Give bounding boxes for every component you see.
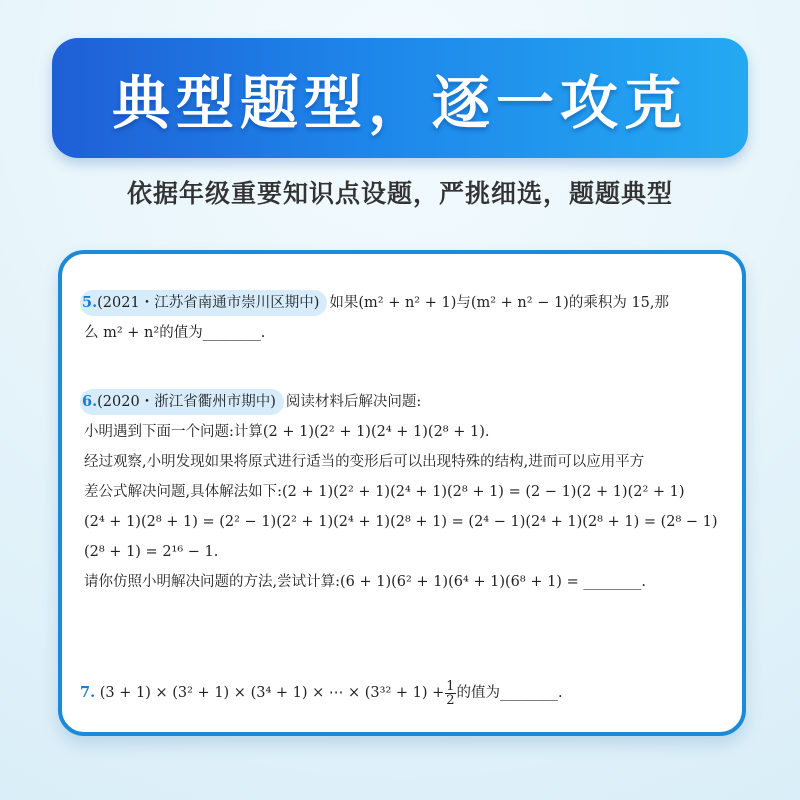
fraction-denominator: 2 bbox=[446, 692, 455, 708]
question-5-source-tag bbox=[80, 290, 327, 316]
question-5-line-1 bbox=[80, 288, 669, 318]
question-7-tail: 的值为________. bbox=[456, 685, 563, 701]
question-7-fraction bbox=[445, 680, 455, 707]
subtitle: 依据年级重要知识点设题，严挑细选，题题典型 bbox=[126, 179, 673, 208]
question-6-source: (2020・浙江省衢州市期中) bbox=[97, 394, 276, 410]
question-5-line-2: 么 m² + n²的值为________. bbox=[84, 325, 266, 341]
question-6-source-tag bbox=[80, 389, 284, 415]
question-6-line-3: 经过观察,小明发现如果将原式进行适当的变形后可以出现特殊的结构,进而可以应用平方 bbox=[84, 454, 645, 470]
question-6 bbox=[80, 387, 718, 597]
banner-title: 典型题型，逐一攻克 bbox=[111, 69, 688, 137]
question-5-source: (2021・江苏省南通市崇川区期中) bbox=[97, 295, 320, 311]
question-6-line-7: 请你仿照小明解决问题的方法,尝试计算:(6 + 1)(6² + 1)(6⁴ + 1)(6⁸ + 1) = ________. bbox=[84, 574, 646, 590]
question-5-text: 如果(m² + n² + 1)与(m² + n² − 1)的乘积为 15,那 bbox=[329, 295, 670, 311]
question-5-number: 5. bbox=[82, 294, 98, 311]
question-7-number: 7. bbox=[80, 684, 96, 701]
question-6-line-4: 差公式解决问题,具体解法如下:(2 + 1)(2² + 1)(2⁴ + 1)(2⁸ + 1) = (2 − 1)(2 + 1)(2² + 1) bbox=[84, 484, 685, 500]
question-6-line-6: (2⁸ + 1) = 2¹⁶ − 1. bbox=[84, 544, 219, 560]
question-6-line-2: 小明遇到下面一个问题:计算(2 + 1)(2² + 1)(2⁴ + 1)(2⁸ + 1). bbox=[84, 424, 490, 440]
question-6-line-1 bbox=[80, 387, 718, 417]
question-7-line-1 bbox=[80, 678, 563, 708]
fraction-numerator: 1 bbox=[446, 678, 455, 694]
question-7-expression: (3 + 1) × (3² + 1) × (3⁴ + 1) × ⋯ × (3³² + 1) + bbox=[99, 685, 445, 701]
question-6-text: 阅读材料后解决问题: bbox=[285, 394, 422, 410]
header-banner bbox=[52, 38, 748, 158]
question-5 bbox=[80, 288, 669, 348]
question-7 bbox=[80, 678, 563, 708]
question-6-number: 6. bbox=[82, 393, 98, 410]
question-card bbox=[58, 250, 746, 736]
question-6-line-5: (2⁴ + 1)(2⁸ + 1) = (2² − 1)(2² + 1)(2⁴ + 1)(2⁸ + 1) = (2⁴ − 1)(2⁴ + 1)(2⁸ + 1) = (2⁸ − 1) bbox=[84, 514, 718, 530]
